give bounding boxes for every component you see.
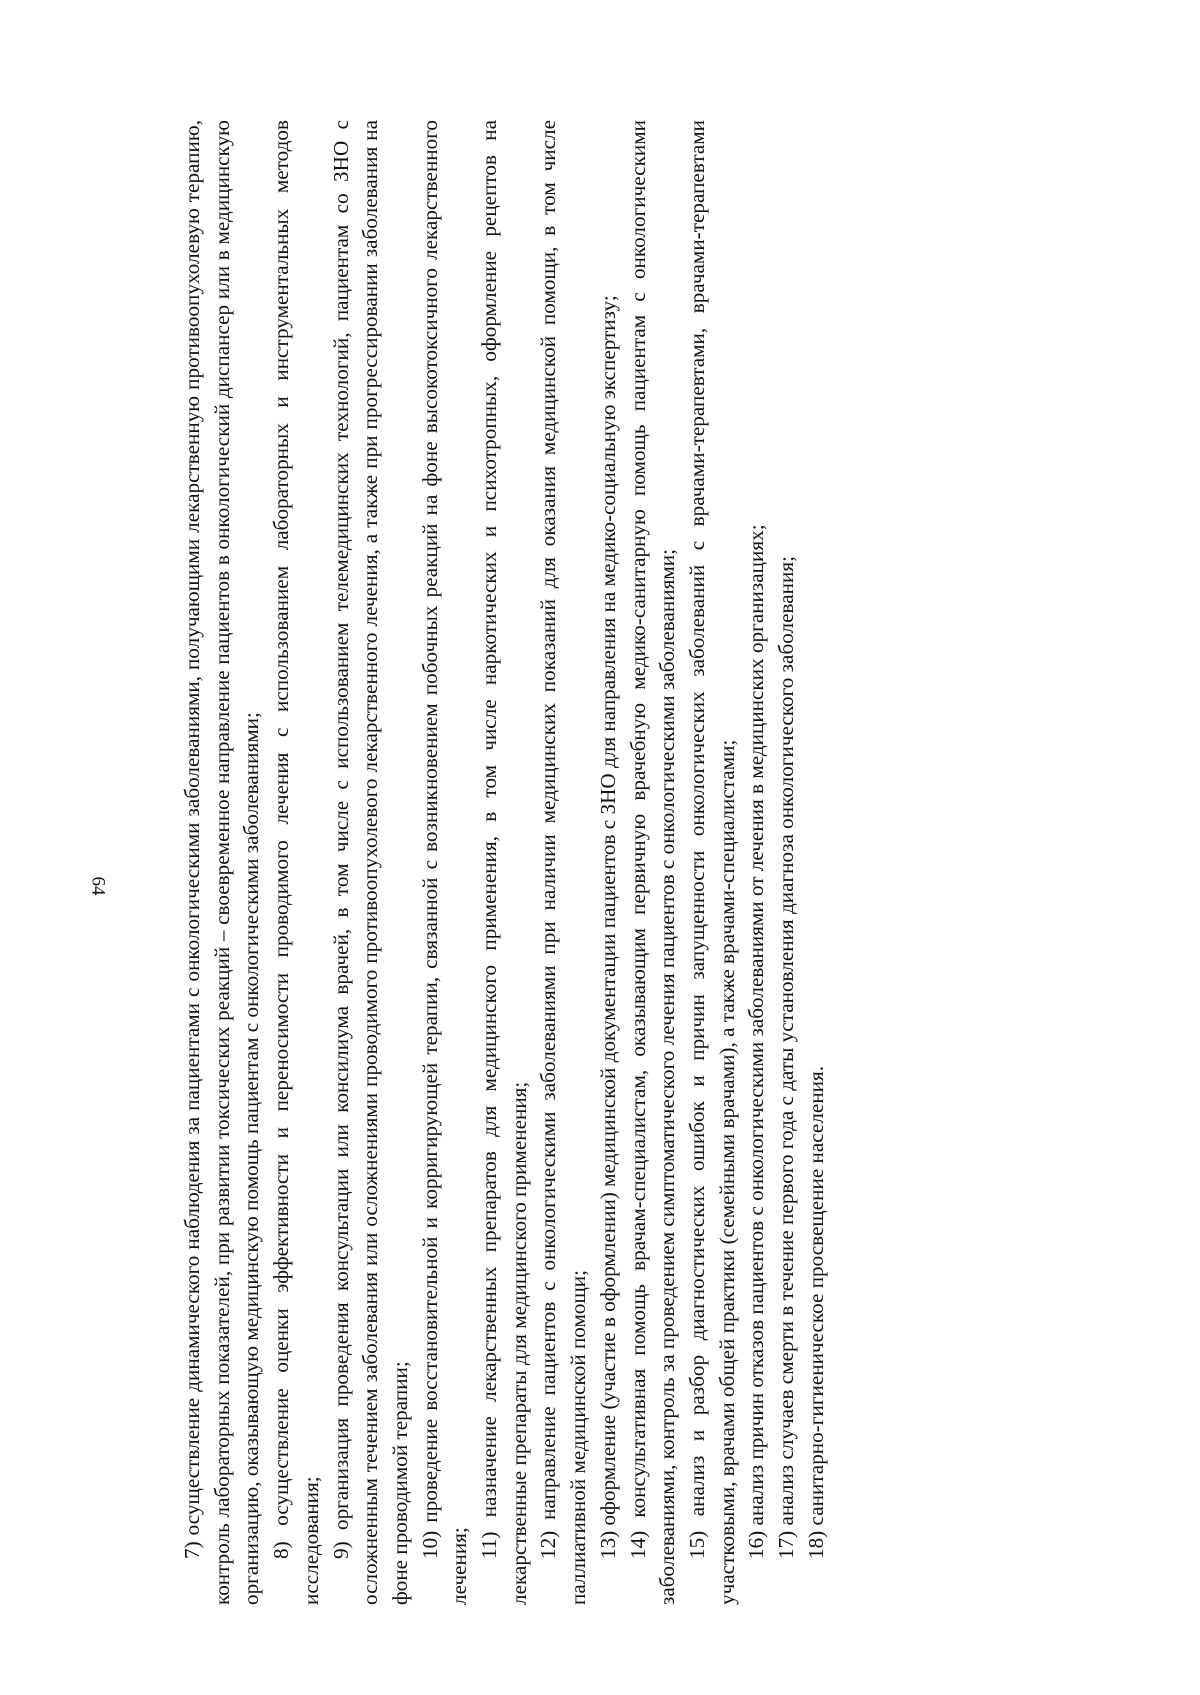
page-number: 64 <box>87 876 109 896</box>
paragraph-9: 9) организация проведения консультации или консилиума врачей, в том числе с использованием телемедицинских технологий, пациентам со ЗНО с осложненным течением заболевания или осложнениями проводимого противоопухолевого лекарственного лечения, а также при прогрессировании заболевания на фоне проводимой терапии; <box>328 120 412 1605</box>
paragraph-16: 16) анализ причин отказов пациентов с онкологическими заболеваниями от лечения в медицинских организациях; <box>744 524 769 1559</box>
paragraph-10: 10) проведение восстановительной и корригирующей терапии, связанной с возникновением побочных реакций на фоне высокотоксичного лекарственного лечения; <box>417 120 472 1605</box>
paragraph-11: 11) назначение лекарственных препаратов для медицинского применения, в том числе наркотических и психотропных, оформление рецептов на лекарственные препараты для медицинского применения; <box>477 120 531 1605</box>
paragraph-14: 14) консультативная помощь врачам-специалистам, оказывающим первичную врачебную медико-санитарную помощь пациентам с онкологическими заболеваниями, контроль за проведением симптоматического лечения пациентов с онкологическими заболеваниями; <box>625 120 680 1605</box>
paragraph-12: 12) направление пациентов с онкологическими заболеваниями при наличии медицинских показаний для оказания медицинской помощи, в том числе паллиативной медицинской помощи; <box>536 120 591 1605</box>
paragraph-13: 13) оформление (участие в оформлении) медицинской документации пациентов с ЗНО для направления на медико-социальную экспертизу; <box>595 295 620 1559</box>
paragraph-17: 17) анализ случаев смерти в течение первого года с даты установления диагноза онкологического заболевания; <box>774 556 799 1559</box>
paragraph-8: 8) осуществление оценки эффективности и переносимости проводимого лечения с использованием лабораторных и инструментальных методов исследования; <box>269 120 323 1605</box>
paragraph-15: 15) анализ и разбор диагностических ошибок и причин запущенности онкологических заболеваний с врачами-терапевтами, врачами-терапевтами участковыми, врачами общей практики (семейными врачами), а также врачами-специалистами; <box>684 120 739 1605</box>
paragraph-7: 7) осуществление динамического наблюдения за пациентами с онкологическими заболеваниями, получающими лекарственную противоопухолевую терапию, контроль лабораторных показателей, при развитии токсических реакций – своевременное направление пациентов в онкологический диспансер или в медицинскую организацию, оказывающую медицинскую помощь пациентам с онкологическими заболеваниями; <box>180 120 264 1605</box>
paragraph-18: 18) санитарно-гигиеническое просвещение населения. <box>803 1065 828 1559</box>
document-body <box>178 120 831 1605</box>
rotated-text-frame <box>178 120 1058 1605</box>
